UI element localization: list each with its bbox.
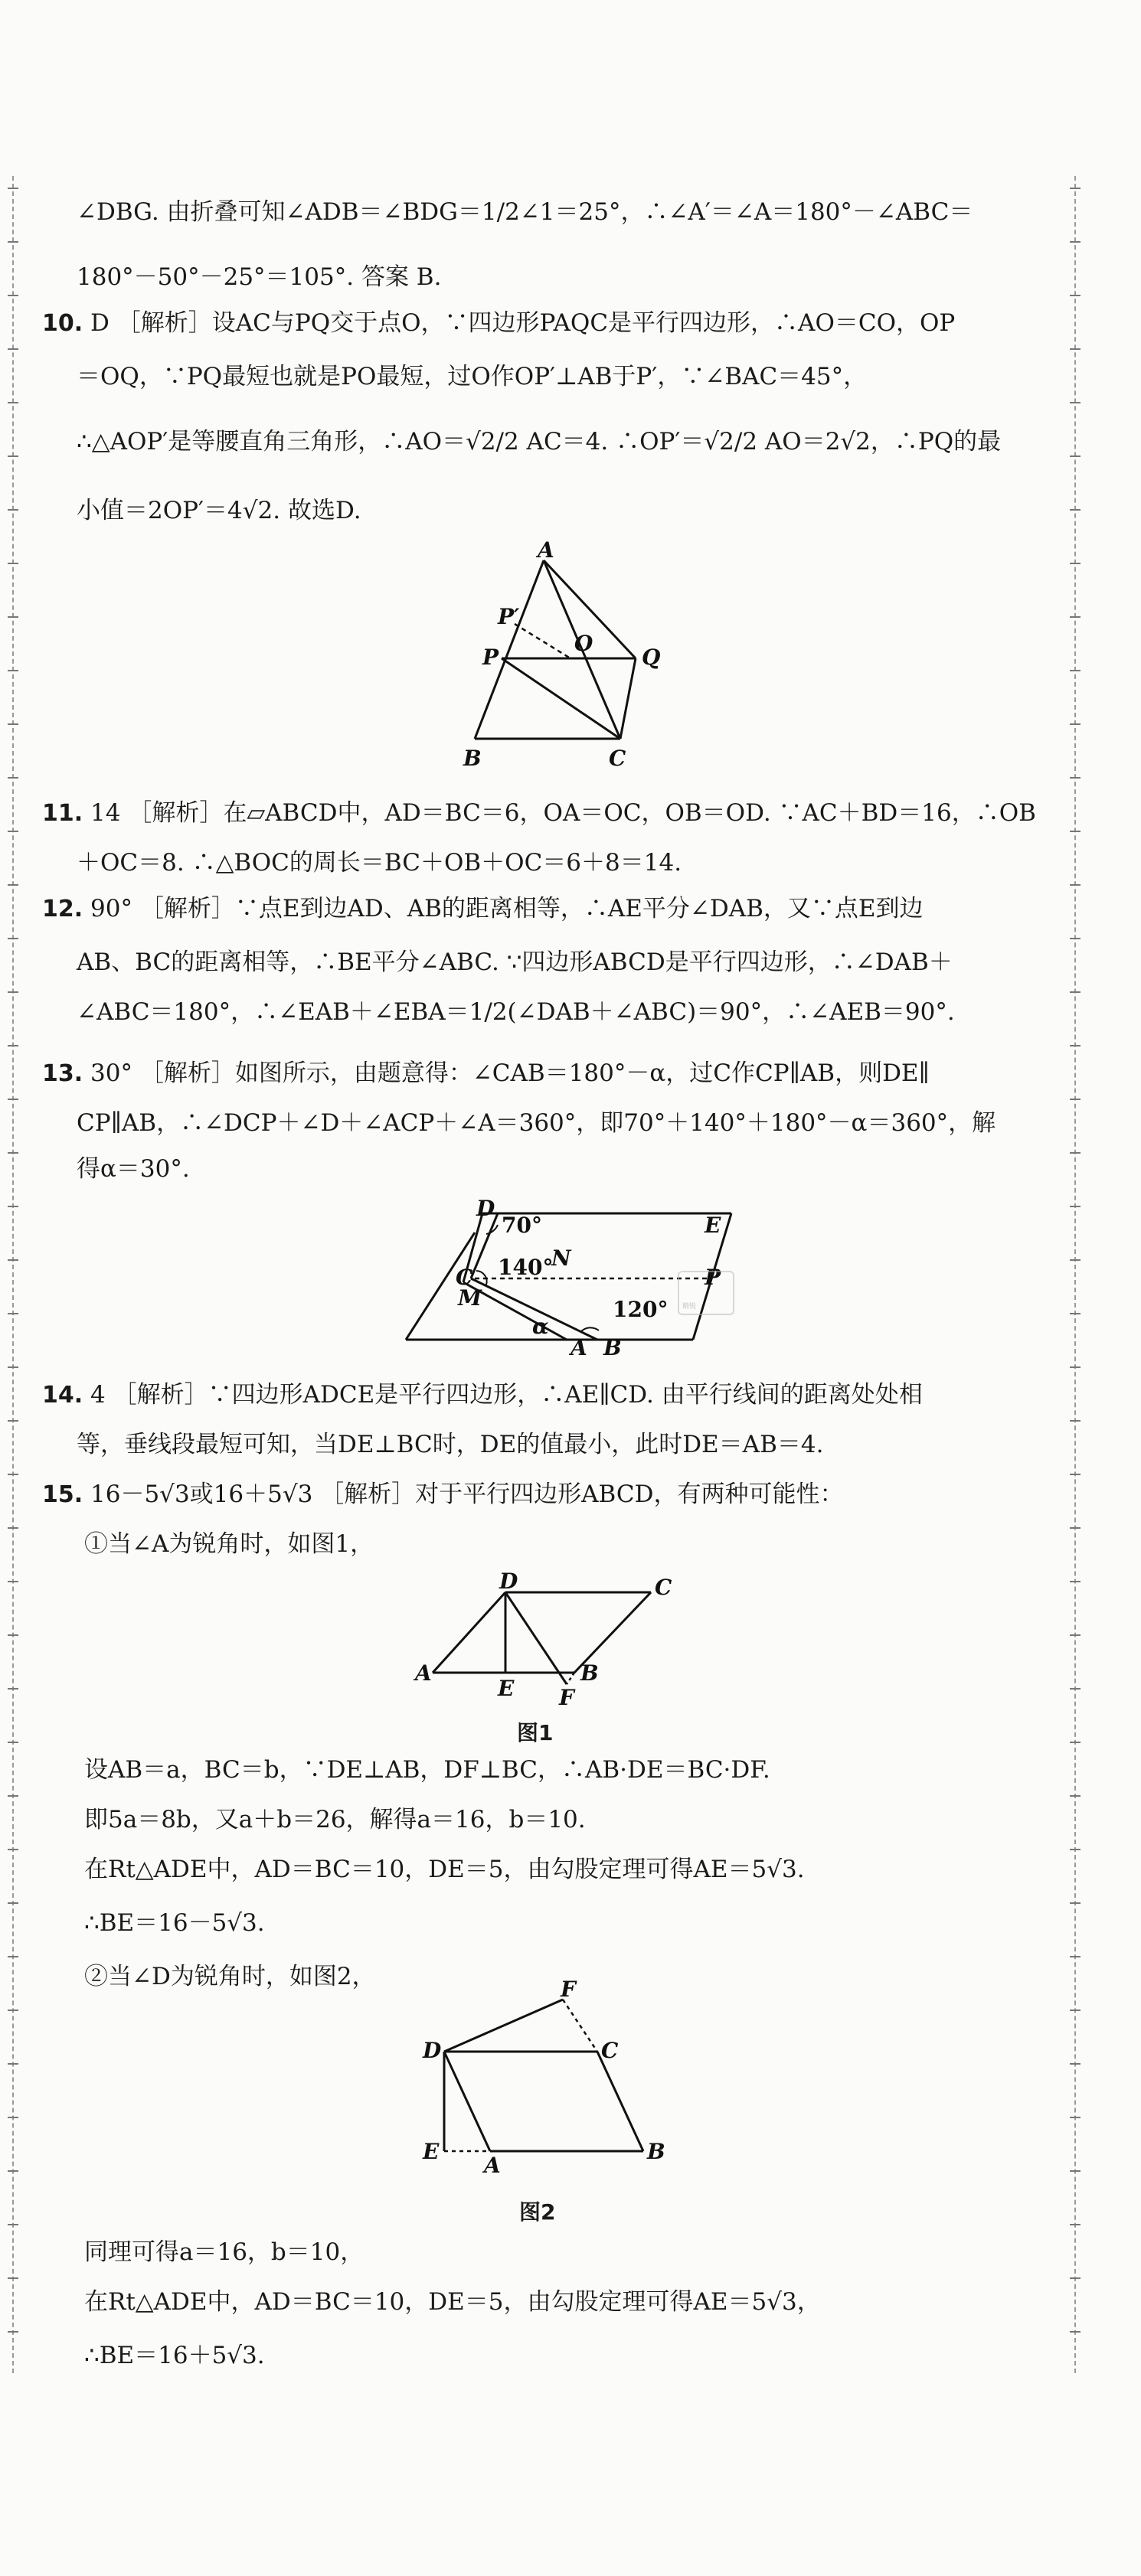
label-B: B	[580, 1660, 599, 1686]
binding-tick	[8, 1956, 18, 1957]
label-120deg: 120°	[613, 1297, 669, 1322]
binding-tick	[1070, 1206, 1081, 1207]
binding-tick	[8, 509, 18, 511]
label-F: F	[559, 1685, 574, 1710]
label-E: E	[705, 1213, 721, 1238]
label-P: P	[705, 1265, 721, 1290]
label-E: E	[423, 2139, 440, 2164]
binding-tick	[1070, 831, 1081, 832]
binding-tick	[1070, 1688, 1081, 1690]
binding-tick	[1070, 1366, 1081, 1368]
text-line: ②当∠D为锐角时，如图2，	[84, 1963, 376, 1990]
binding-tick	[8, 348, 18, 350]
binding-tick	[8, 2170, 18, 2172]
binding-tick	[8, 1527, 18, 1529]
binding-tick	[1070, 563, 1081, 564]
binding-tick	[1070, 1420, 1081, 1422]
binding-tick	[1070, 295, 1081, 296]
figure-2-caption: 图2	[519, 2199, 556, 2225]
binding-tick	[8, 884, 18, 886]
text-line: ＝OQ，∵PQ最短也就是PO最短，过O作OP′⊥AB于P′，∵∠BAC＝45°，	[77, 363, 868, 390]
label-70deg: 70°	[502, 1213, 542, 1238]
binding-tick	[8, 991, 18, 993]
label-O: O	[574, 631, 593, 656]
binding-tick	[1070, 1099, 1081, 1100]
figure-15-1-svg	[414, 1569, 674, 1711]
binding-tick	[1070, 455, 1081, 457]
binding-tick	[8, 1045, 18, 1046]
binding-tick	[1070, 1902, 1081, 1904]
text-line: ＋OC＝8. ∴△BOC的周长＝BC＋OB＋OC＝6＋8＝14.	[77, 849, 682, 877]
label-E: E	[498, 1676, 515, 1701]
binding-tick	[8, 1795, 18, 1797]
binding-tick	[1070, 2224, 1081, 2225]
binding-tick	[1070, 1045, 1081, 1046]
binding-tick	[1070, 991, 1081, 993]
label-A: A	[415, 1660, 432, 1686]
binding-tick	[8, 1742, 18, 1743]
binding-tick	[1070, 1956, 1081, 1957]
text-line: CP∥AB，∴∠DCP＋∠D＋∠ACP＋∠A＝360°，即70°＋140°＋180°－α＝360°，解	[77, 1109, 996, 1137]
text-line: 设AB＝a，BC＝b，∵DE⊥AB，DF⊥BC，∴AB·DE＝BC·DF.	[84, 1756, 770, 1784]
text-line: ∴BE＝16－5√3.	[84, 1909, 265, 1937]
figure-10-svg	[444, 537, 689, 781]
label-D: D	[476, 1196, 495, 1221]
left-binding-line	[12, 176, 14, 2373]
binding-tick	[8, 938, 18, 939]
label-C: C	[601, 2038, 619, 2063]
binding-tick	[1070, 616, 1081, 618]
binding-tick	[8, 455, 18, 457]
label-B: B	[647, 2139, 665, 2164]
binding-tick	[8, 1688, 18, 1690]
problem-13-header: 13. 30° ［解析］如图所示，由题意得：∠CAB＝180°－α，过C作CP∥AB，则DE∥	[42, 1059, 930, 1087]
binding-tick	[1070, 2117, 1081, 2118]
binding-tick	[8, 295, 18, 296]
binding-tick	[8, 670, 18, 671]
problem-11-header: 11. 14 ［解析］在▱ABCD中，AD＝BC＝6，OA＝OC，OB＝OD. ∵AC＋BD＝16，∴OB	[42, 799, 1036, 827]
watermark-stamp: 精锐	[678, 1271, 734, 1315]
binding-tick	[1070, 1313, 1081, 1314]
problem-14-header: 14. 4 ［解析］∵四边形ADCE是平行四边形，∴AE∥CD. 由平行线间的距离处处相	[42, 1381, 923, 1409]
problem-15-header: 15. 16－5√3或16＋5√3 ［解析］对于平行四边形ABCD，有两种可能性：	[42, 1481, 844, 1508]
binding-tick	[8, 2224, 18, 2225]
binding-tick	[8, 1099, 18, 1100]
text-line: AB、BC的距离相等，∴BE平分∠ABC. ∵四边形ABCD是平行四边形，∴∠DAB＋	[77, 948, 953, 976]
text-line: 同理可得a＝16，b＝10，	[84, 2238, 365, 2266]
text-line: 等，垂线段最短可知，当DE⊥BC时，DE的值最小，此时DE＝AB＝4.	[77, 1431, 824, 1458]
binding-tick	[8, 1152, 18, 1154]
binding-tick	[8, 1902, 18, 1904]
text-line: 在Rt△ADE中，AD＝BC＝10，DE＝5，由勾股定理可得AE＝5√3.	[84, 1856, 805, 1883]
binding-tick	[1070, 1581, 1081, 1582]
binding-tick	[8, 1849, 18, 1850]
binding-tick	[8, 1474, 18, 1475]
binding-tick	[8, 1206, 18, 1207]
label-P-prime: P′	[498, 604, 520, 629]
label-C: C	[609, 746, 626, 771]
binding-tick	[8, 1581, 18, 1582]
binding-tick	[1070, 1259, 1081, 1261]
binding-tick	[8, 1366, 18, 1368]
binding-tick	[1070, 1474, 1081, 1475]
label-Q: Q	[642, 645, 661, 670]
label-B: B	[463, 746, 482, 771]
binding-tick	[8, 1259, 18, 1261]
binding-tick	[8, 2117, 18, 2118]
label-alpha: α	[532, 1314, 549, 1339]
binding-tick	[8, 2010, 18, 2011]
label-M: M	[458, 1285, 482, 1311]
binding-tick	[8, 831, 18, 832]
binding-tick	[1070, 2170, 1081, 2172]
binding-tick	[1070, 1527, 1081, 1529]
label-C: C	[456, 1265, 473, 1290]
text-line: ∠ABC＝180°，∴∠EAB＋∠EBA＝1/2(∠DAB＋∠ABC)＝90°，∴∠AEB＝90°.	[77, 998, 955, 1026]
problem-12-header: 12. 90° ［解析］∵点E到边AD、AB的距离相等，∴AE平分∠DAB，又∵点E到边	[42, 895, 924, 922]
binding-tick	[8, 2063, 18, 2065]
problem-10-header: 10. D ［解析］设AC与PQ交于点O，∵四边形PAQC是平行四边形，∴AO＝CO，OP	[42, 309, 956, 337]
binding-tick	[1070, 777, 1081, 779]
label-A: A	[570, 1335, 587, 1360]
figure-problem-10	[444, 537, 689, 781]
binding-tick	[1070, 509, 1081, 511]
text-line: 得α＝30°.	[77, 1155, 190, 1183]
text-line: 即5a＝8b，又a＋b＝26，解得a＝16，b＝10.	[84, 1806, 586, 1833]
text-line: ∴△AOP′是等腰直角三角形，∴AO＝√2/2 AC＝4. ∴OP′＝√2/2 AO＝2√2，∴PQ的最	[77, 428, 1002, 455]
label-F: F	[561, 1977, 576, 2002]
binding-tick	[8, 1313, 18, 1314]
text-line: ∠DBG. 由折叠可知∠ADB＝∠BDG＝1/2∠1＝25°，∴∠A′＝∠A＝180°－∠ABC＝	[77, 198, 973, 226]
label-B: B	[603, 1335, 622, 1360]
figure-problem-15-2	[414, 1977, 689, 2189]
text-line: ∴BE＝16＋5√3.	[84, 2342, 265, 2369]
binding-tick	[8, 2331, 18, 2333]
binding-tick	[1070, 1152, 1081, 1154]
label-D: D	[423, 2038, 442, 2063]
label-D: D	[499, 1569, 518, 1594]
label-A: A	[484, 2153, 501, 2178]
binding-tick	[8, 241, 18, 243]
text-line: ①当∠A为锐角时，如图1，	[84, 1530, 374, 1558]
binding-tick	[1070, 2331, 1081, 2333]
binding-tick	[1070, 884, 1081, 886]
binding-tick	[8, 1634, 18, 1636]
label-C: C	[655, 1575, 672, 1600]
binding-tick	[1070, 723, 1081, 725]
text-line: 180°－50°－25°＝105°. 答案 B.	[77, 263, 442, 291]
binding-tick	[8, 188, 18, 189]
label-P: P	[482, 645, 499, 670]
binding-tick	[8, 616, 18, 618]
binding-tick	[1070, 188, 1081, 189]
binding-tick	[8, 723, 18, 725]
label-N: N	[551, 1246, 571, 1271]
binding-tick	[8, 777, 18, 779]
binding-tick	[1070, 241, 1081, 243]
binding-tick	[1070, 402, 1081, 403]
figure-15-2-svg	[414, 1977, 689, 2189]
binding-tick	[1070, 1795, 1081, 1797]
label-A: A	[538, 537, 554, 563]
binding-tick	[1070, 348, 1081, 350]
binding-tick	[8, 402, 18, 403]
binding-tick	[1070, 1634, 1081, 1636]
binding-tick	[8, 563, 18, 564]
binding-tick	[1070, 2010, 1081, 2011]
figure-1-caption: 图1	[517, 1720, 554, 1745]
binding-tick	[1070, 2277, 1081, 2279]
label-140deg: 140°	[498, 1255, 554, 1280]
text-line: 小值＝2OP′＝4√2. 故选D.	[77, 497, 361, 524]
binding-tick	[8, 1420, 18, 1422]
binding-tick	[1070, 1849, 1081, 1850]
figure-problem-15-1	[414, 1569, 674, 1711]
binding-tick	[1070, 938, 1081, 939]
binding-tick	[8, 2277, 18, 2279]
text-line: 在Rt△ADE中，AD＝BC＝10，DE＝5，由勾股定理可得AE＝5√3，	[84, 2288, 821, 2316]
binding-tick	[1070, 1742, 1081, 1743]
binding-tick	[1070, 670, 1081, 671]
binding-tick	[1070, 2063, 1081, 2065]
